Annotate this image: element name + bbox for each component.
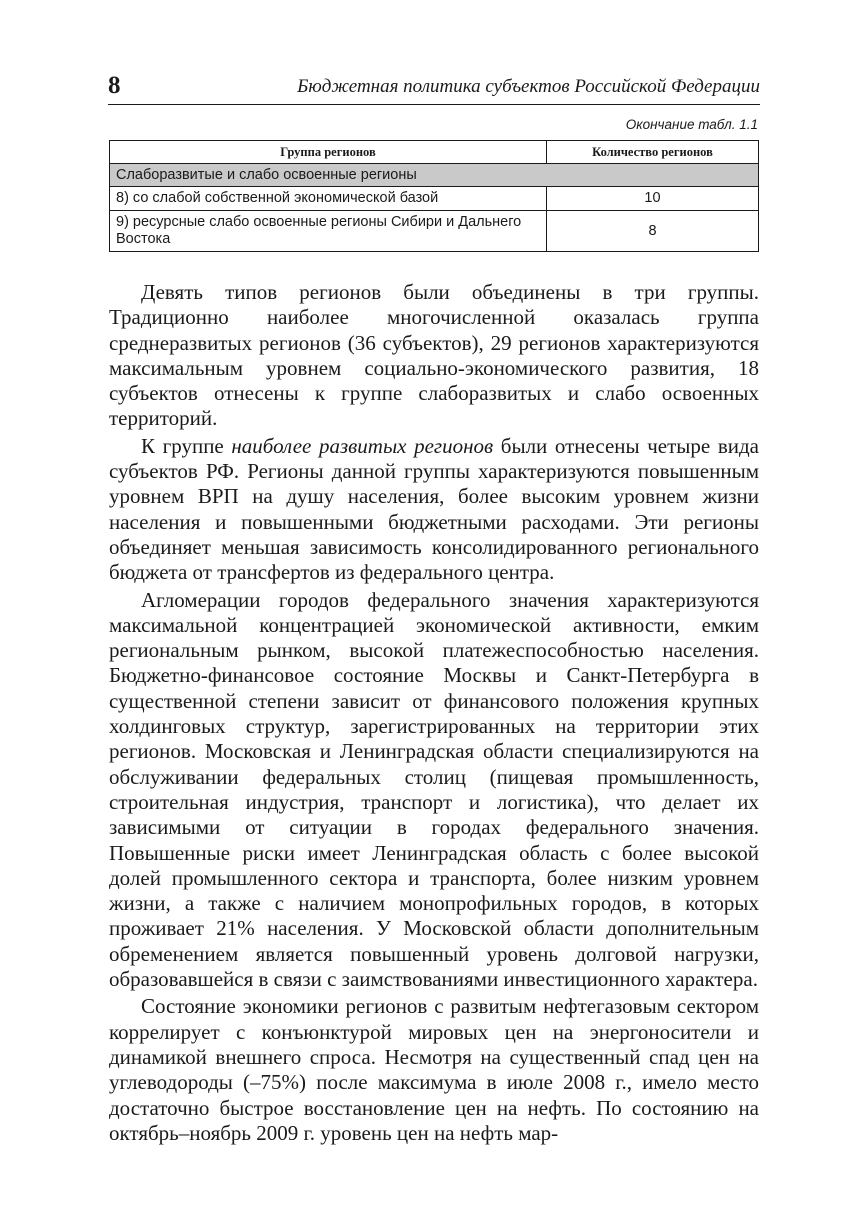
paragraph-2-start: К группе [141, 433, 232, 458]
table-caption: Окончание табл. 1.1 [625, 117, 758, 132]
paragraph-1: Девять типов регионов были объединены в три группы. Традиционно наиболее многочисленной оказалась группа среднеразвитых регионов (36 субъектов), 29 регионов характеризуются максимальным уровнем социально-экономического развития, 18 субъектов отнесены к группе слаборазвитых и слабо освоенных территорий. [109, 280, 759, 431]
paragraph-3: Агломерации городов федерального значения характеризуются максимальной концентрацией экономической активности, емким региональным рынком, высокой платежеспособностью населения. Бюджетно-финансовое состояние Москвы и Санкт-Петербурга в существенной степени зависит от финансового положения крупных холдинговых структур, зарегистрированных на территории этих регионов. Московская и Ленинградская области специализируются на обслуживании федеральных столиц (пищевая промышленность, строительная индустрия, транспорт и логистика), что делает их зависимыми от ситуации в городах федерального значения. Повышенные риски имеет Ленинградская область с более высокой долей промышленного сектора и транспорта, более низким уровнем жизни, а также с наличием монопрофильных городов, в которых проживает 21% населения. У Московской области дополнительным обременением является повышенный уровень долговой нагрузки, образовавшейся в связи с заимствованиями инвестиционного характера. [109, 587, 759, 992]
group-label: Слаборазвитые и слабо освоенные регионы [110, 164, 759, 187]
row-count: 10 [547, 187, 759, 211]
table-row [110, 211, 759, 252]
body-text [109, 280, 759, 1148]
page-number: 8 [108, 72, 121, 99]
running-title: Бюджетная политика субъектов Российской Федерации [297, 76, 760, 97]
regions-table [109, 140, 759, 252]
row-name: 8) со слабой собственной экономической базой [110, 187, 547, 211]
column-header-group: Группа регионов [110, 141, 547, 164]
header-rule [108, 104, 760, 105]
row-count: 8 [547, 211, 759, 252]
paragraph-2 [109, 434, 759, 586]
table-row [110, 187, 759, 211]
page-header [108, 70, 760, 104]
paragraph-4: Состояние экономики регионов с развитым нефтегазовым сектором коррелирует с конъюнктурой мировых цен на энергоносители и динамикой внешнего спроса. Несмотря на существенный спад цен на углеводороды (–75%) после максимума в июле 2008 г., имело место достаточно быстрое восстановление цен на нефть. По состоянию на октябрь–ноябрь 2009 г. уровень цен на нефть мар- [109, 994, 759, 1145]
column-header-count: Количество регионов [547, 141, 759, 164]
table-group-row [110, 164, 759, 187]
table-header-row [110, 141, 759, 164]
emphasized-term: наиболее развитых регионов [231, 433, 494, 458]
paragraph-2-end: были отнесены четыре вида субъектов РФ. Регионы данной группы характеризуются повышенным уровнем ВРП на душу населения, более высоким уровнем жизни населения и повышенными бюджетными расходами. Эти регионы объединяет меньшая зависимость консолидированного регионального бюджета от трансфертов из федерального центра. [109, 433, 760, 585]
row-name: 9) ресурсные слабо освоенные регионы Сибири и Дальнего Востока [110, 211, 547, 252]
